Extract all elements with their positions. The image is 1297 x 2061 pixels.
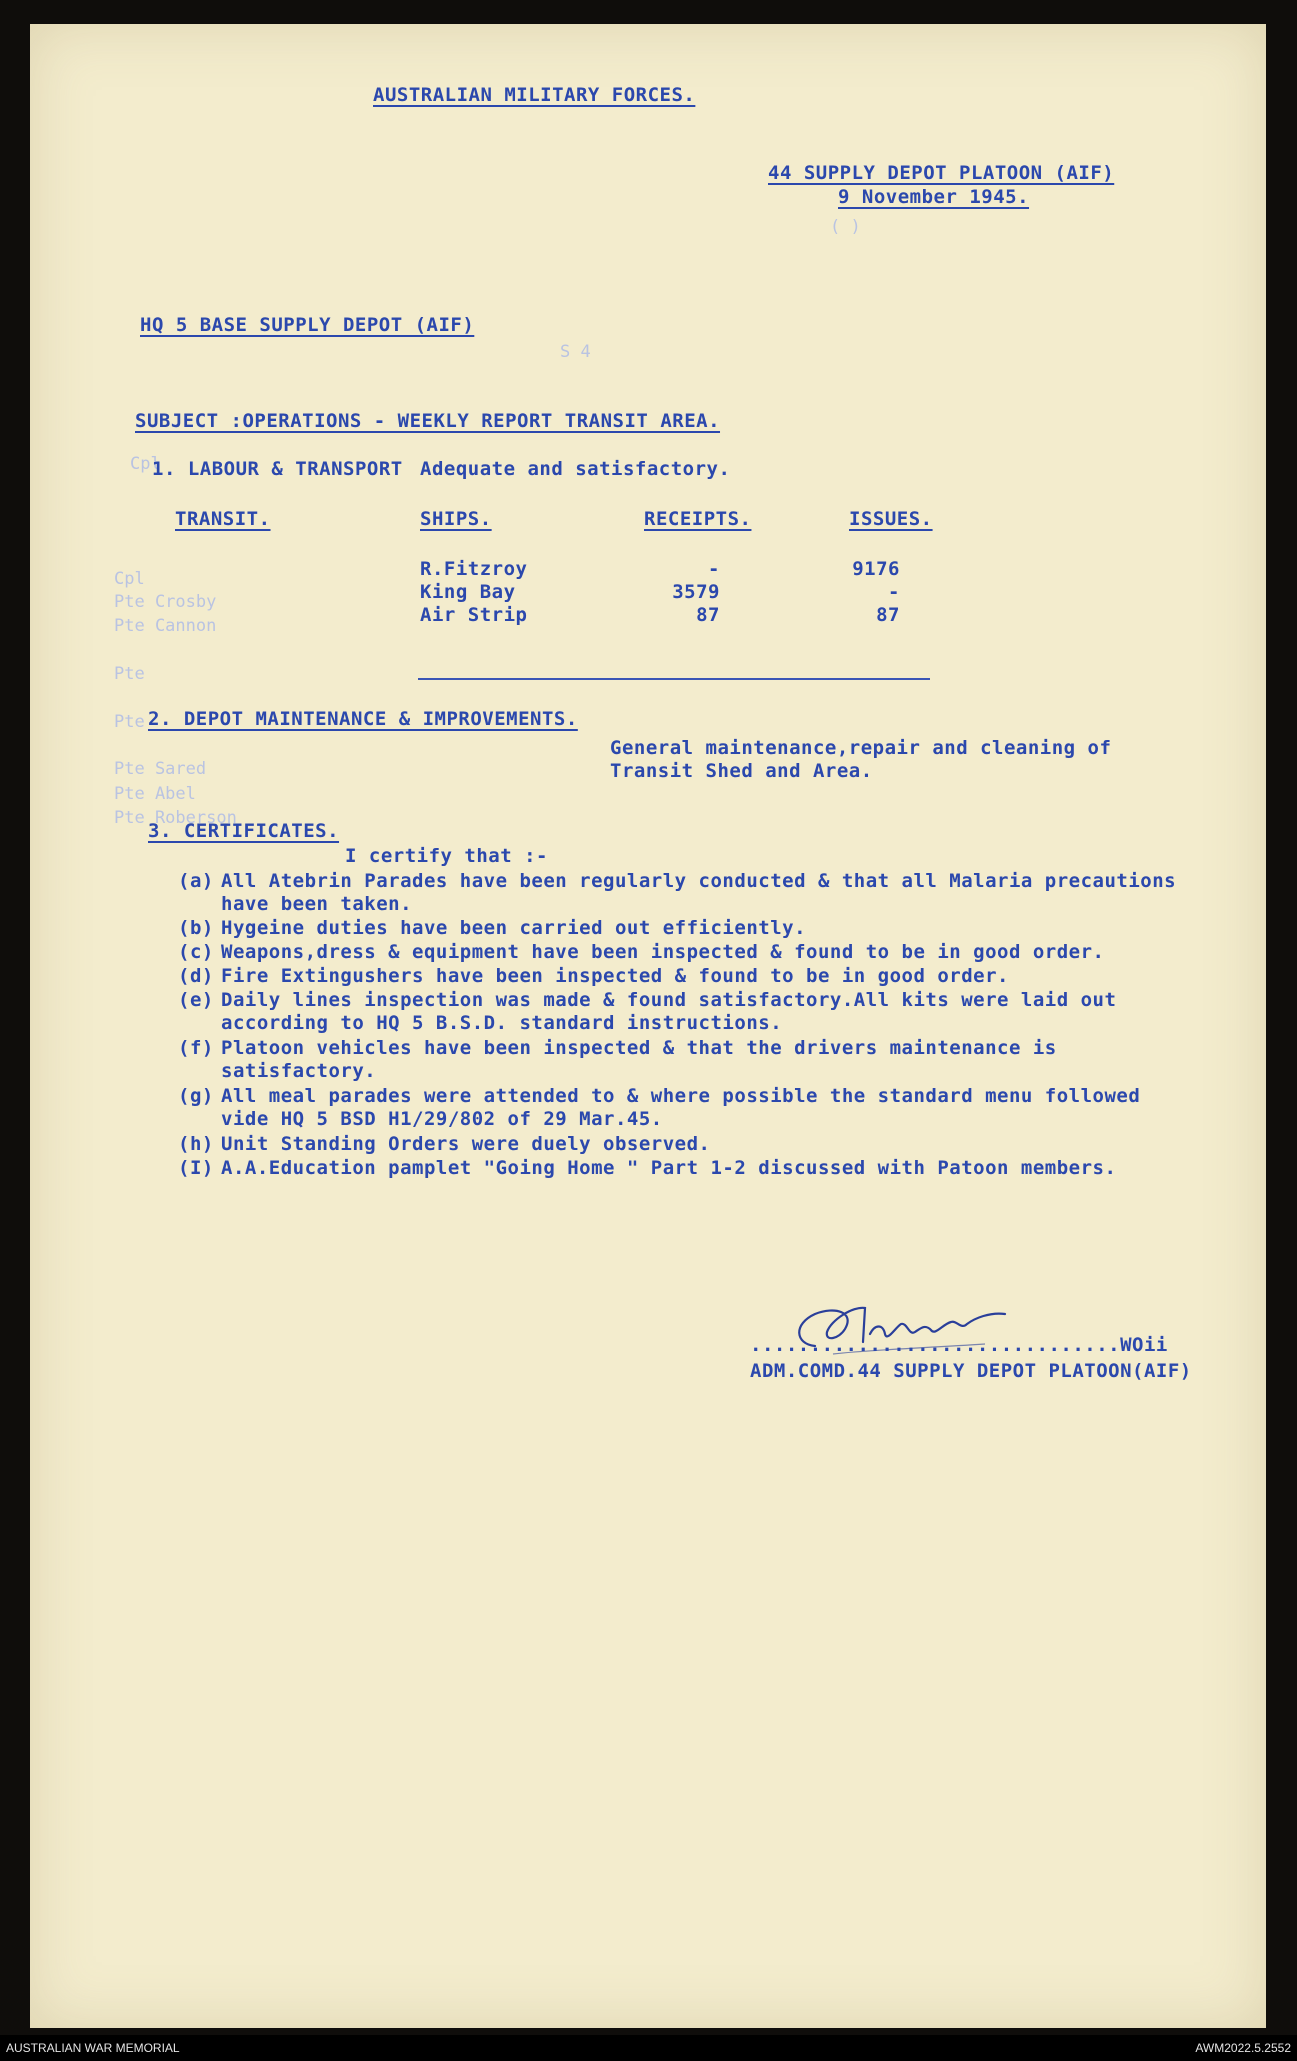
table-cell-issues: 87	[876, 604, 900, 626]
certificate-text: All meal parades were attended to & where possible the standard menu followed	[221, 1085, 1141, 1107]
bleed-through-text: ( )	[830, 217, 861, 237]
table-cell-receipts: -	[708, 558, 720, 580]
certificate-text: vide HQ 5 BSD H1/29/802 of 29 Mar.45.	[221, 1108, 663, 1130]
certificate-letter: (I)	[178, 1157, 214, 1179]
certificate-letter: (a)	[178, 870, 214, 892]
document-date: 9 November 1945.	[838, 186, 1030, 208]
archive-footer	[0, 2035, 1297, 2061]
certificate-letter: (h)	[178, 1133, 214, 1155]
table-rule	[418, 678, 930, 680]
table-cell-ship: Air Strip	[420, 604, 528, 626]
archive-reference: AWM2022.5.2552	[1195, 2041, 1291, 2055]
bleed-through-text: Cpl	[130, 454, 161, 474]
certificate-text: Hygeine duties have been carried out efficiently.	[221, 917, 807, 939]
signature-line: ...............................WOii	[750, 1334, 1168, 1356]
section-2-line: General maintenance,repair and cleaning of	[610, 737, 1112, 759]
table-header-transit: TRANSIT.	[175, 508, 271, 530]
certificate-text: Fire Extingushers have been inspected & found to be in good order.	[221, 965, 1009, 987]
archive-name: AUSTRALIAN WAR MEMORIAL	[6, 2041, 180, 2055]
unit-name: 44 SUPPLY DEPOT PLATOON (AIF)	[768, 162, 1115, 184]
document-page	[30, 24, 1266, 2028]
bleed-through-text: Pte Cannon	[114, 616, 217, 636]
bleed-through-text: S 4	[560, 342, 591, 362]
table-cell-ship: King Bay	[420, 581, 516, 603]
certificate-text: A.A.Education pamplet "Going Home " Part 1-2 discussed with Patoon members.	[221, 1157, 1117, 1179]
certificate-text: according to HQ 5 B.S.D. standard instructions.	[221, 1012, 783, 1034]
certificate-text: All Atebrin Parades have been regularly conducted & that all Malaria precautions	[221, 870, 1177, 892]
addressee: HQ 5 BASE SUPPLY DEPOT (AIF)	[140, 314, 475, 336]
certificate-letter: (b)	[178, 917, 214, 939]
certificate-letter: (e)	[178, 989, 214, 1011]
certificate-text: satisfactory.	[221, 1060, 377, 1082]
certificate-letter: (g)	[178, 1085, 214, 1107]
certificate-text: Weapons,dress & equipment have been inspected & found to be in good order.	[221, 941, 1105, 963]
bleed-through-text: Pte	[114, 712, 145, 732]
certificate-text: have been taken.	[221, 893, 413, 915]
section-2-line: Transit Shed and Area.	[610, 760, 873, 782]
table-header-issues: ISSUES.	[849, 508, 933, 530]
certificate-letter: (d)	[178, 965, 214, 987]
document-title: AUSTRALIAN MILITARY FORCES.	[373, 84, 696, 106]
table-cell-receipts: 3579	[672, 581, 720, 603]
section-1-heading: 1. LABOUR & TRANSPORT	[152, 458, 403, 480]
certificate-letter: (c)	[178, 941, 214, 963]
bleed-through-text: Pte Abel	[114, 784, 196, 804]
certificate-letter: (f)	[178, 1037, 214, 1059]
table-cell-issues: 9176	[852, 558, 900, 580]
table-cell-issues: -	[888, 581, 900, 603]
section-1-text: Adequate and satisfactory.	[420, 458, 731, 480]
bleed-through-text: Pte	[114, 664, 145, 684]
subject-line: SUBJECT :OPERATIONS - WEEKLY REPORT TRANSIT AREA.	[135, 410, 721, 432]
table-cell-receipts: 87	[696, 604, 720, 626]
bleed-through-text: Pte Crosby	[114, 592, 217, 612]
bleed-through-text: Cpl	[114, 569, 145, 589]
table-cell-ship: R.Fitzroy	[420, 558, 528, 580]
table-header-receipts: RECEIPTS.	[644, 508, 752, 530]
table-header-ships: SHIPS.	[420, 508, 492, 530]
bleed-through-text: Pte Roberson	[114, 808, 237, 828]
section-3-heading: 3. CERTIFICATES.	[148, 820, 340, 842]
signature-title: ADM.COMD.44 SUPPLY DEPOT PLATOON(AIF)	[750, 1360, 1192, 1382]
bleed-through-text: Pte Sared	[114, 759, 207, 779]
certify-intro: I certify that :-	[345, 845, 548, 867]
certificate-text: Daily lines inspection was made & found satisfactory.All kits were laid out	[221, 989, 1117, 1011]
section-2-heading: 2. DEPOT MAINTENANCE & IMPROVEMENTS.	[148, 708, 578, 730]
certificate-text: Platoon vehicles have been inspected & that the drivers maintenance is	[221, 1037, 1057, 1059]
certificate-text: Unit Standing Orders were duely observed.	[221, 1133, 711, 1155]
